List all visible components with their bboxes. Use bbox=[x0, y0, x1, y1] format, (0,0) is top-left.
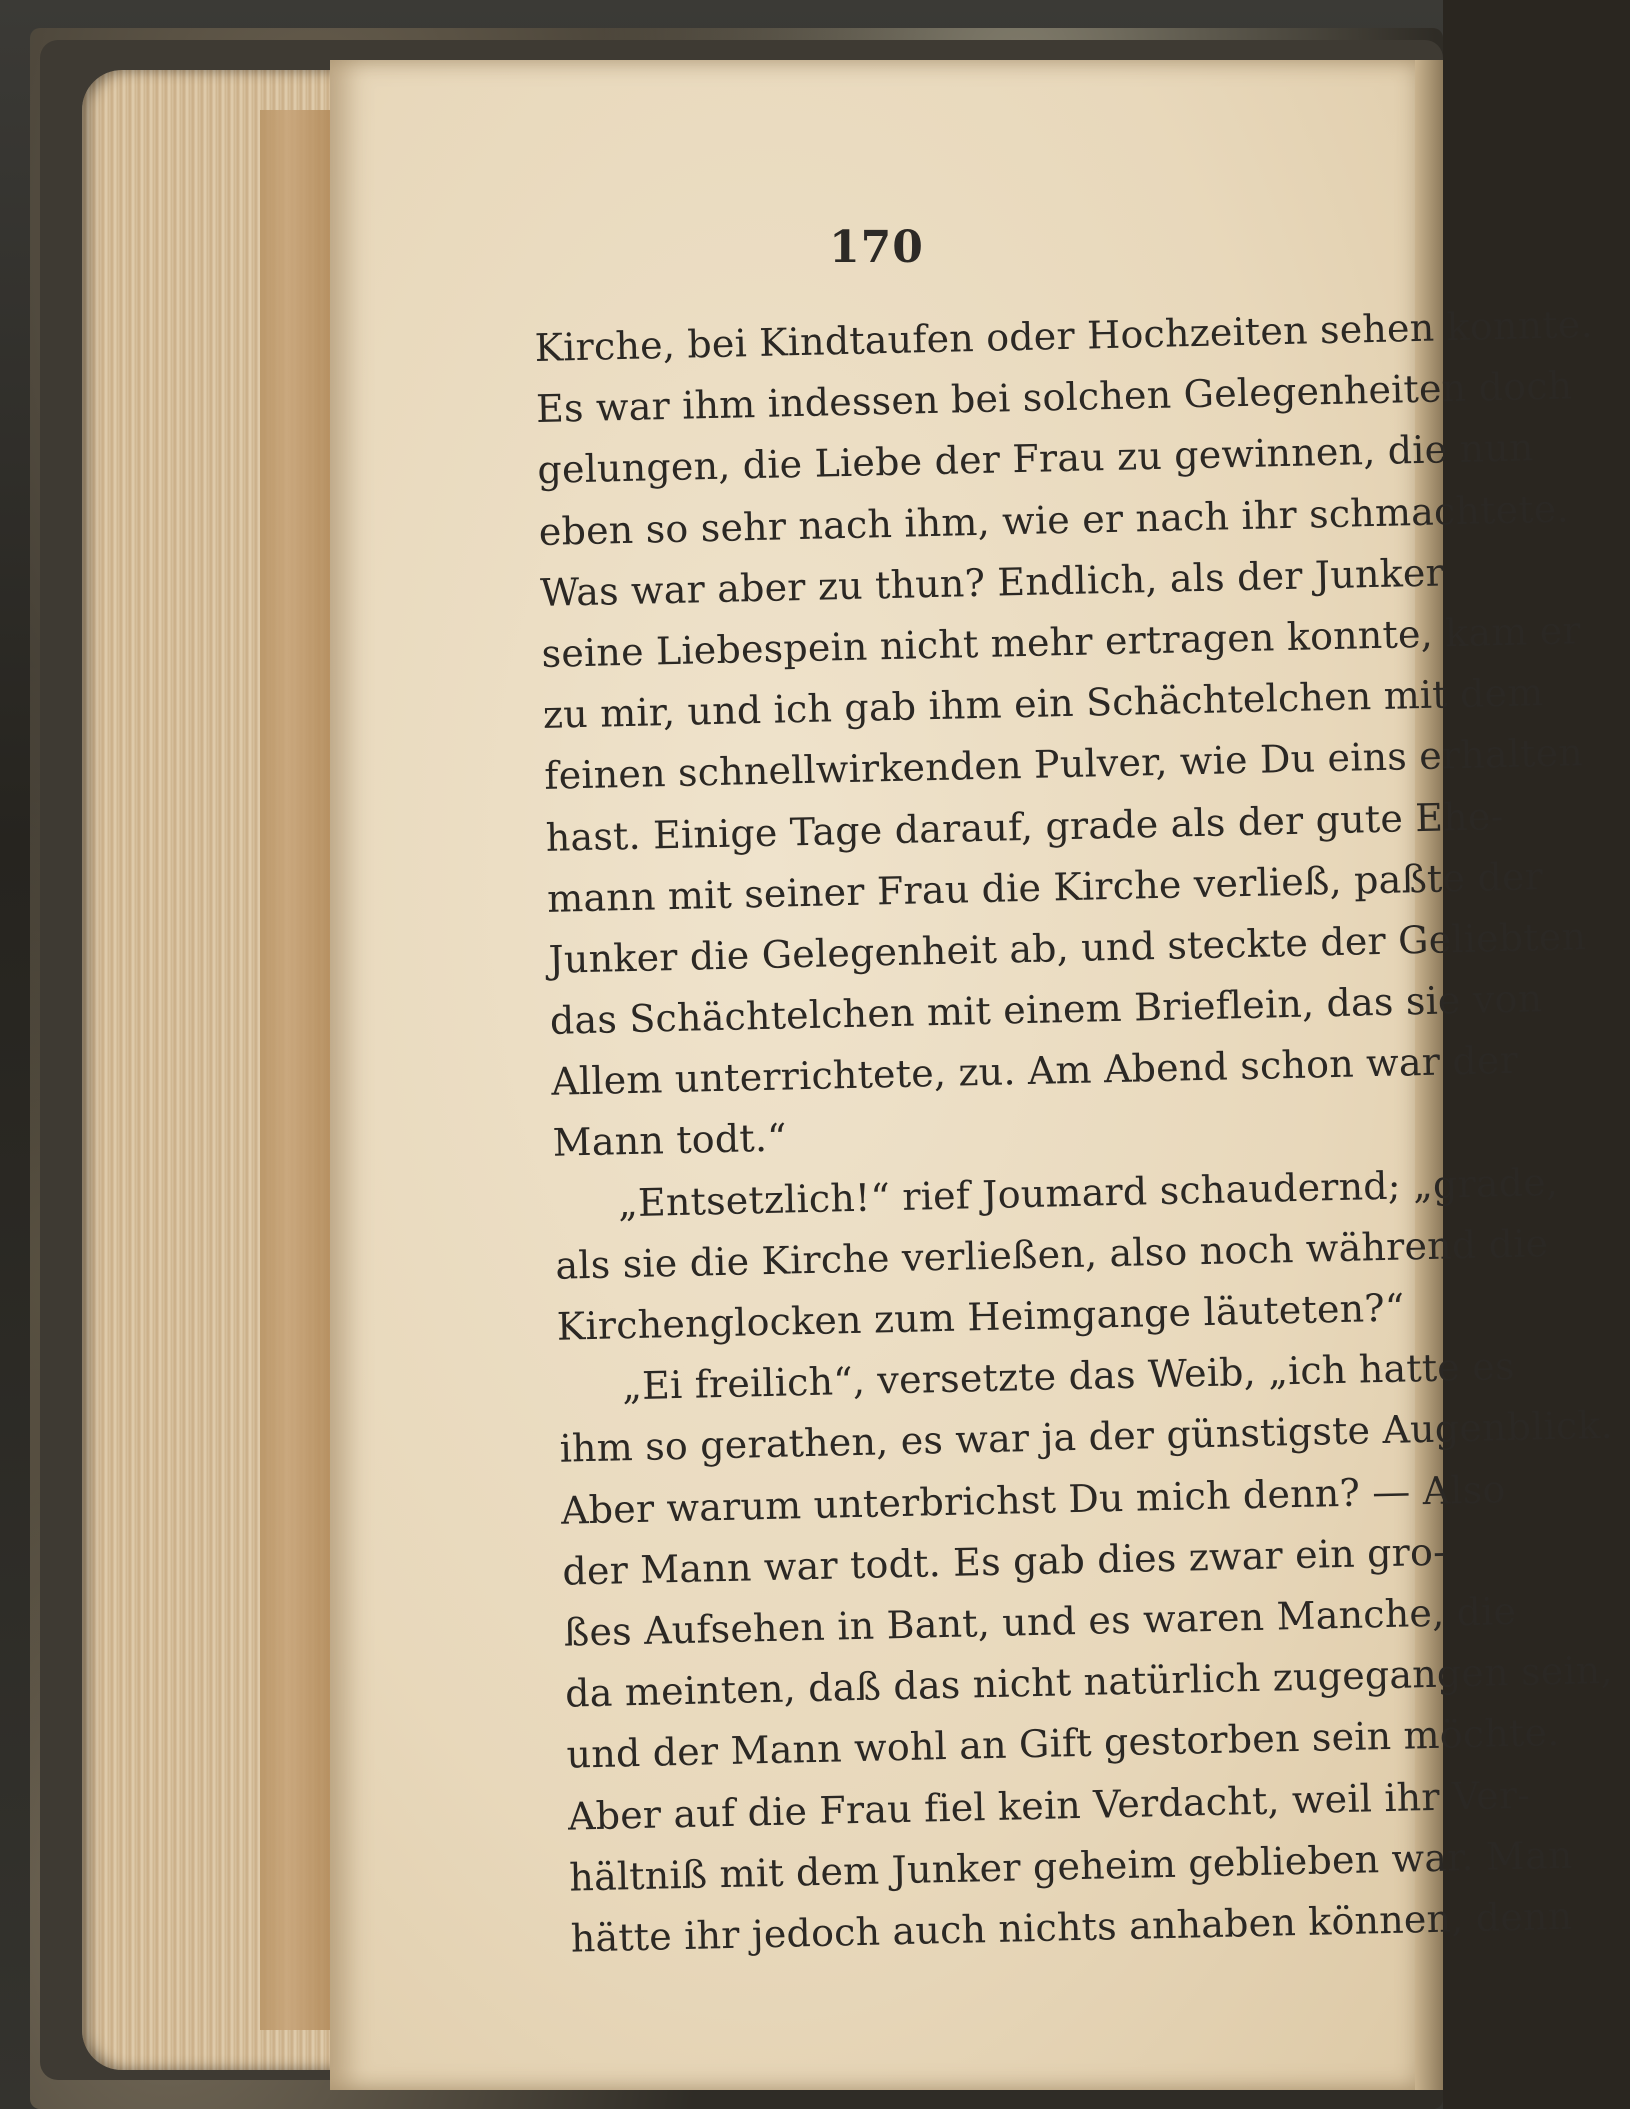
text-line: feinen schnellwirkenden Pulver, wie Du eins erhalten bbox=[543, 730, 1584, 799]
page-number: 170 bbox=[829, 222, 924, 273]
text-line: Was war aber zu thun? Endlich, als der Junker bbox=[539, 550, 1445, 615]
text-line: hältniß mit dem Junker geheim geblieben war. Man bbox=[568, 1832, 1573, 1900]
text-line: ihm so gerathen, es war ja der günstigste Augenblick. bbox=[559, 1403, 1614, 1472]
text-line: zu mir, und ich gab ihm ein Schächtelchen mit dem bbox=[542, 670, 1544, 738]
text-line: hätte ihr jedoch auch nichts anhaben können, denn bbox=[570, 1893, 1573, 1961]
text-line: Kirche, bei Kindtaufen oder Hochzeiten sehen konnte. bbox=[534, 301, 1594, 370]
text-line: eben so sehr nach ihm, wie er nach ihr schmachtete. bbox=[538, 486, 1570, 554]
text-line: ßes Aufsehen in Bant, und es waren Manche, die bbox=[563, 1588, 1517, 1655]
text-line: Mann todt.“ bbox=[552, 1115, 788, 1166]
text-line: Allem unterrichtete, zu. Am Abend schon war der bbox=[550, 1038, 1519, 1105]
text-line: Aber auf die Frau fiel kein Verdacht, weil ihr Ver- bbox=[567, 1772, 1531, 1839]
text-line: das Schächtelchen mit einem Brieflein, das sie von bbox=[549, 976, 1543, 1043]
text-line: der Mann war todt. Es gab dies zwar ein gro- bbox=[561, 1529, 1447, 1594]
page-edge-shadow bbox=[260, 110, 330, 2030]
text-line: gelungen, die Liebe der Frau zu gewinnen, die nun bbox=[536, 425, 1535, 493]
text-line: und der Mann wohl an Gift gestorben sein möchte. bbox=[566, 1710, 1560, 1777]
text-line: „Entsetzlich!“ rief Joumard schaudernd; „grade, bbox=[617, 1159, 1559, 1225]
text-line: Kirchenglocken zum Heimgange läuteten?“ bbox=[556, 1285, 1405, 1349]
text-line: hast. Einige Tage darauf, grade als der gute Ehe- bbox=[545, 793, 1505, 860]
text-line: da meinten, daß das nicht natürlich zugegangen sein, bbox=[564, 1648, 1614, 1716]
text-line: als sie die Kirche verließen, also noch während die bbox=[555, 1221, 1549, 1288]
text-line: seine Liebespein nicht mehr ertragen konnte, kam er bbox=[541, 608, 1582, 676]
text-line: „Ei freilich“, versetzte das Weib, „ich hatte es bbox=[621, 1344, 1516, 1409]
page-text bbox=[534, 298, 1614, 1970]
text-line: Junker die Gelegenheit ab, und steckte der Geliebten bbox=[548, 914, 1587, 982]
text-line: Es war ihm indessen bei solchen Gelegenheiten doch bbox=[535, 363, 1573, 432]
text-line: mann mit seiner Frau die Kirche verließ, paßte der bbox=[546, 853, 1544, 921]
text-line: Aber warum unterbrichst Du mich denn? — Also bbox=[560, 1466, 1506, 1533]
